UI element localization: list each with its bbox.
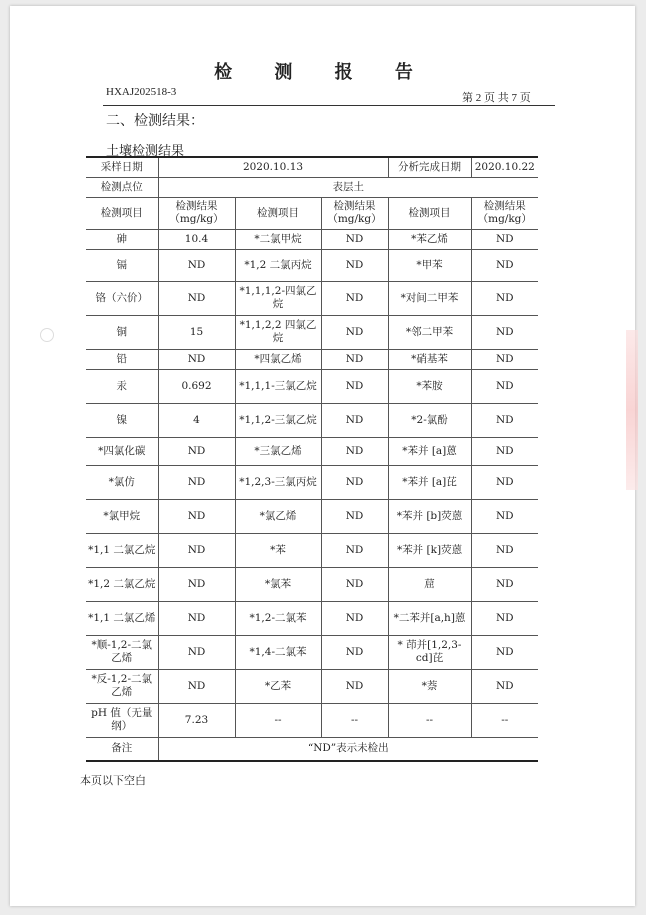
section-title: 二、检测结果： — [106, 113, 204, 129]
table-subtitle: 土壤检测结果 — [106, 144, 185, 159]
analyte-cell: *1,1,1,2-四氯乙烷 — [235, 281, 321, 315]
analyte-cell: * 茚并[1,2,3-cd]芘 — [388, 635, 471, 669]
result-cell: 15 — [158, 315, 235, 349]
analyte-cell: -- — [235, 703, 321, 737]
result-cell: ND — [471, 369, 538, 403]
result-cell: ND — [158, 567, 235, 601]
analyte-cell: *1,2-二氯苯 — [235, 601, 321, 635]
remark-row — [86, 737, 538, 761]
table-row — [86, 349, 538, 369]
table-row — [86, 567, 538, 601]
result-cell: ND — [471, 635, 538, 669]
document-number: HXAJ202518-3 — [106, 86, 177, 98]
analyte-cell: *硝基苯 — [388, 349, 471, 369]
table-row — [86, 437, 538, 465]
col-header-item-1: 检测项目 — [86, 197, 158, 229]
result-cell: ND — [321, 249, 388, 281]
result-cell: 7.23 — [158, 703, 235, 737]
analyte-cell: *二氯甲烷 — [235, 229, 321, 249]
result-cell: ND — [471, 437, 538, 465]
result-cell: ND — [158, 465, 235, 499]
table-row — [86, 499, 538, 533]
table-row — [86, 281, 538, 315]
analyte-cell: *苯并 [a]芘 — [388, 465, 471, 499]
analyte-cell: *1,2,3-三氯丙烷 — [235, 465, 321, 499]
result-cell: 4 — [158, 403, 235, 437]
footer-note: 本页以下空白 — [80, 774, 146, 787]
table-row — [86, 315, 538, 349]
analyte-cell: *三氯乙烯 — [235, 437, 321, 465]
analyte-cell: -- — [388, 703, 471, 737]
result-cell: ND — [321, 369, 388, 403]
analysis-date-label: 分析完成日期 — [388, 157, 471, 177]
remark-label: 备注 — [86, 737, 158, 761]
table-row — [86, 249, 538, 281]
report-title: 检 测 报 告 — [214, 62, 431, 83]
page-number: 第 2 页 共 7 页 — [462, 92, 531, 104]
result-cell: ND — [471, 533, 538, 567]
result-cell: ND — [158, 437, 235, 465]
table-row — [86, 465, 538, 499]
analyte-cell: *氯苯 — [235, 567, 321, 601]
analyte-cell: *苯并 [k]荧蒽 — [388, 533, 471, 567]
analyte-cell: *1,1,2,2 四氯乙烷 — [235, 315, 321, 349]
result-cell: ND — [321, 229, 388, 249]
analyte-cell: *1,2 二氯丙烷 — [235, 249, 321, 281]
analyte-cell: 铬（六价） — [86, 281, 158, 315]
result-cell: ND — [471, 499, 538, 533]
result-cell: ND — [158, 499, 235, 533]
header-rule — [103, 105, 555, 106]
result-cell: ND — [158, 249, 235, 281]
analyte-cell: *苯乙烯 — [388, 229, 471, 249]
analyte-cell: 铅 — [86, 349, 158, 369]
result-cell: ND — [471, 601, 538, 635]
analyte-cell: *二苯并[a,h]蒽 — [388, 601, 471, 635]
analyte-cell: *1,2 二氯乙烷 — [86, 567, 158, 601]
table-row — [86, 403, 538, 437]
result-cell: ND — [321, 465, 388, 499]
analyte-cell: *2-氯酚 — [388, 403, 471, 437]
result-cell: ND — [471, 315, 538, 349]
analyte-cell: *1,1,2-三氯乙烷 — [235, 403, 321, 437]
col-header-item-2: 检测项目 — [235, 197, 321, 229]
analyte-cell: *邻二甲苯 — [388, 315, 471, 349]
result-cell: ND — [321, 601, 388, 635]
sampling-date-value: 2020.10.13 — [158, 157, 388, 177]
result-cell: ND — [158, 349, 235, 369]
table-row — [86, 635, 538, 669]
sampling-date-label: 采样日期 — [86, 157, 158, 177]
result-cell: 10.4 — [158, 229, 235, 249]
analyte-cell: *1,1,1-三氯乙烷 — [235, 369, 321, 403]
result-cell: ND — [321, 281, 388, 315]
col-header-item-3: 检测项目 — [388, 197, 471, 229]
result-cell: ND — [321, 315, 388, 349]
table-row — [86, 601, 538, 635]
table-row — [86, 703, 538, 737]
result-cell: ND — [321, 533, 388, 567]
sampling-date-row — [86, 157, 538, 177]
punch-hole-mark — [40, 328, 54, 342]
result-cell: ND — [321, 349, 388, 369]
col-header-result-3: 检测结果（mg/kg） — [471, 197, 538, 229]
analyte-cell: *苯胺 — [388, 369, 471, 403]
analyte-cell: *四氯乙烯 — [235, 349, 321, 369]
col-header-result-1: 检测结果（mg/kg） — [158, 197, 235, 229]
analyte-cell: *顺-1,2-二氯乙烯 — [86, 635, 158, 669]
result-cell: ND — [471, 669, 538, 703]
analyte-cell: *对间二甲苯 — [388, 281, 471, 315]
analyte-cell: *苯并 [b]荧蒽 — [388, 499, 471, 533]
analyte-cell: 䓛 — [388, 567, 471, 601]
analyte-cell: 汞 — [86, 369, 158, 403]
table-row — [86, 669, 538, 703]
result-cell: ND — [158, 669, 235, 703]
result-cell: ND — [158, 281, 235, 315]
analyte-cell: 镍 — [86, 403, 158, 437]
seal-stamp-edge — [626, 330, 638, 490]
table-row — [86, 229, 538, 249]
analyte-cell: 砷 — [86, 229, 158, 249]
point-label: 检测点位 — [86, 177, 158, 197]
result-cell: ND — [321, 635, 388, 669]
analyte-cell: 铜 — [86, 315, 158, 349]
result-cell: ND — [471, 403, 538, 437]
analyte-cell: *反-1,2-二氯乙烯 — [86, 669, 158, 703]
result-cell: ND — [321, 669, 388, 703]
analyte-cell: *氯乙烯 — [235, 499, 321, 533]
result-cell: ND — [471, 349, 538, 369]
result-cell: ND — [471, 465, 538, 499]
table-row — [86, 533, 538, 567]
result-cell: 0.692 — [158, 369, 235, 403]
point-row — [86, 177, 538, 197]
analyte-cell: *氯甲烷 — [86, 499, 158, 533]
result-cell: ND — [158, 635, 235, 669]
result-cell: ND — [471, 249, 538, 281]
result-cell: -- — [471, 703, 538, 737]
analyte-cell: *1,1 二氯乙烷 — [86, 533, 158, 567]
analyte-cell: *1,4-二氯苯 — [235, 635, 321, 669]
col-header-result-2: 检测结果（mg/kg） — [321, 197, 388, 229]
result-cell: ND — [158, 601, 235, 635]
remark-text: “ND”表示未检出 — [158, 737, 538, 761]
column-header-row — [86, 197, 538, 229]
result-cell: ND — [158, 533, 235, 567]
analyte-cell: *四氯化碳 — [86, 437, 158, 465]
result-cell: -- — [321, 703, 388, 737]
result-cell: ND — [321, 499, 388, 533]
result-cell: ND — [321, 567, 388, 601]
analyte-cell: *1,1 二氯乙烯 — [86, 601, 158, 635]
result-cell: ND — [321, 437, 388, 465]
result-cell: ND — [471, 229, 538, 249]
analyte-cell: *乙苯 — [235, 669, 321, 703]
point-value: 表层土 — [158, 177, 538, 197]
analyte-cell: *氯仿 — [86, 465, 158, 499]
table-row — [86, 369, 538, 403]
analyte-cell: *苯并 [a]蒽 — [388, 437, 471, 465]
analyte-cell: pH 值（无量纲） — [86, 703, 158, 737]
result-cell: ND — [471, 567, 538, 601]
analyte-cell: *苯 — [235, 533, 321, 567]
result-cell: ND — [321, 403, 388, 437]
analyte-cell: 镉 — [86, 249, 158, 281]
analyte-cell: *甲苯 — [388, 249, 471, 281]
result-cell: ND — [471, 281, 538, 315]
analysis-date-value: 2020.10.22 — [471, 157, 538, 177]
soil-results-table — [86, 156, 538, 762]
analyte-cell: *萘 — [388, 669, 471, 703]
